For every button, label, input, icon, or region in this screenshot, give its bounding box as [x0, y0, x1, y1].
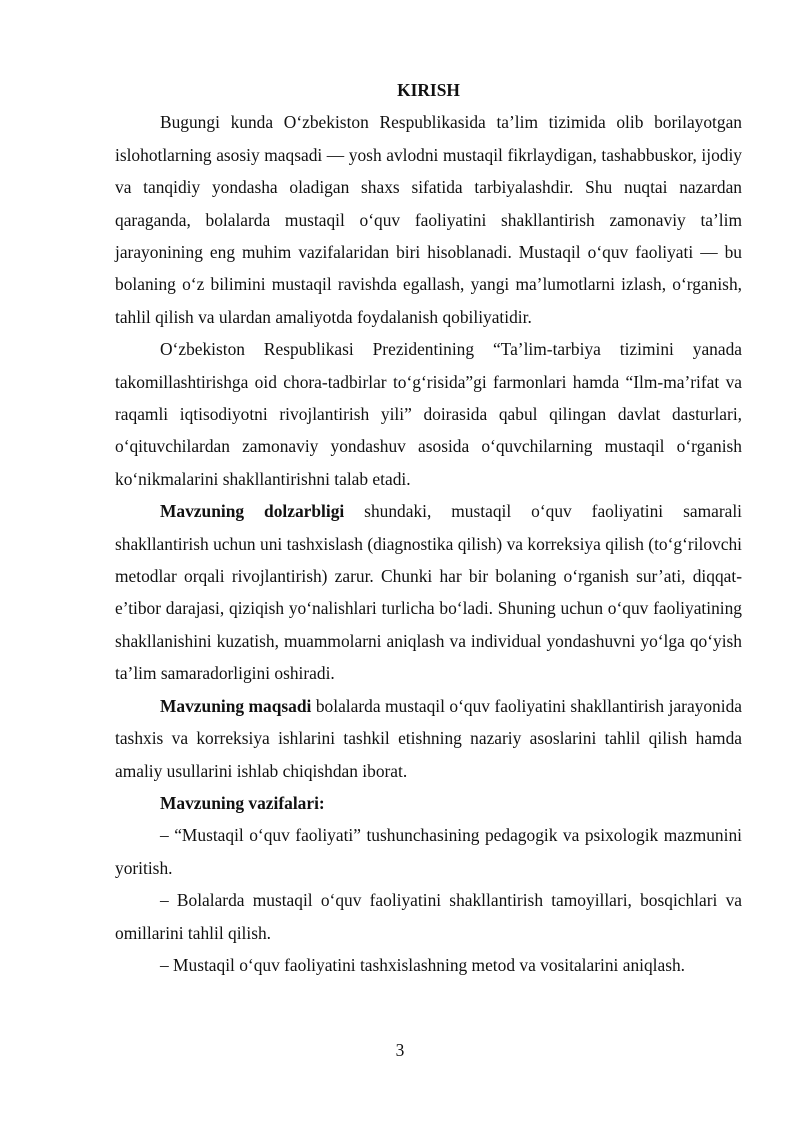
intro-paragraph: Bugungi kunda O‘zbekiston Respublikasida ta’lim tizimida olib borilayotgan islohotlarning asosiy maqsadi — yosh avlodni mustaqil fikrlaydigan, tashabbuskor, ijodiy va tanqidiy yondasha oladigan shaxs sifatida tarbiyalashdir. Shu nuqtai nazardan qaraganda, bolalarda mustaqil o‘quv faoliyatini shakllantirish zamonaviy ta’lim jarayonining eng muhim vazifalaridan biri hisoblanadi. Mustaqil o‘quv faoliyati — bu bolaning o‘z bilimini mustaqil ravishda egallash, yangi ma’lumotlarni izlash, o‘rganish, tahlil qilish va ulardan amaliyotda foydalanish qobiliyatidir.	[115, 112, 742, 327]
page-number: 3	[395, 1040, 405, 1060]
relevance-paragraph	[115, 495, 742, 689]
goal-term: Mavzuning maqsadi	[160, 695, 312, 716]
goal-paragraph	[115, 690, 742, 787]
task-item-2: – Bolalarda mustaqil o‘quv faoliyatini shakllantirish tamoyillari, bosqichlari va omillarini tahlil qilish.	[115, 890, 742, 943]
relevance-text: shundaki, mustaqil o‘quv faoliyatini samarali shakllantirish uchun uni tashxislash (diagnostika qilish) va korreksiya qilish (to‘g‘rilovchi metodlar orqali rivojlantirish) zarur. Chunki har bir bolaning o‘rganish sur’ati, diqqat-e’tibor darajasi, qiziqish yo‘nalishlari turlicha bo‘ladi. Shuning uchun o‘quv faoliyatining shakllanishini kuzatish, muammolarni aniqlash va individual yondashuvni yo‘lga qo‘yish ta’lim samaradorligini oshiradi.	[115, 501, 742, 684]
page-body	[115, 74, 742, 981]
tasks-heading: Mavzuning vazifalari:	[160, 792, 325, 813]
task-item-3: – Mustaqil o‘quv faoliyatini tashxislashning metod va vositalarini aniqlash.	[160, 954, 686, 975]
goal-text: bolalarda mustaqil o‘quv faoliyatini shakllantirish jarayonida tashxis va korreksiya ishlarini tashkil etishning nazariy asoslarini tahlil qilish hamda amaliy usullarini ishlab chiqishdan iborat.	[115, 695, 743, 781]
relevance-term: Mavzuning dolzarbligi	[160, 501, 345, 522]
decree-paragraph: O‘zbekiston Respublikasi Prezidentining “Ta’lim-tarbiya tizimini yanada takomillashtirishga oid chora-tadbirlar to‘g‘risida”gi farmonlari hamda “Ilm-ma’rifat va raqamli iqtisodiyotni rivojlantirish yili” doirasida qabul qilingan davlat dasturlari, o‘qituvchilardan zamonaviy yondashuv asosida o‘quvchilarning mustaqil o‘rganish ko‘nikmalarini shakllantirishni talab etadi.	[115, 339, 742, 489]
task-item-1: – “Mustaqil o‘quv faoliyati” tushunchasining pedagogik va psixologik mazmunini yoritish.	[115, 825, 742, 878]
page-title: KIRISH	[397, 80, 460, 100]
